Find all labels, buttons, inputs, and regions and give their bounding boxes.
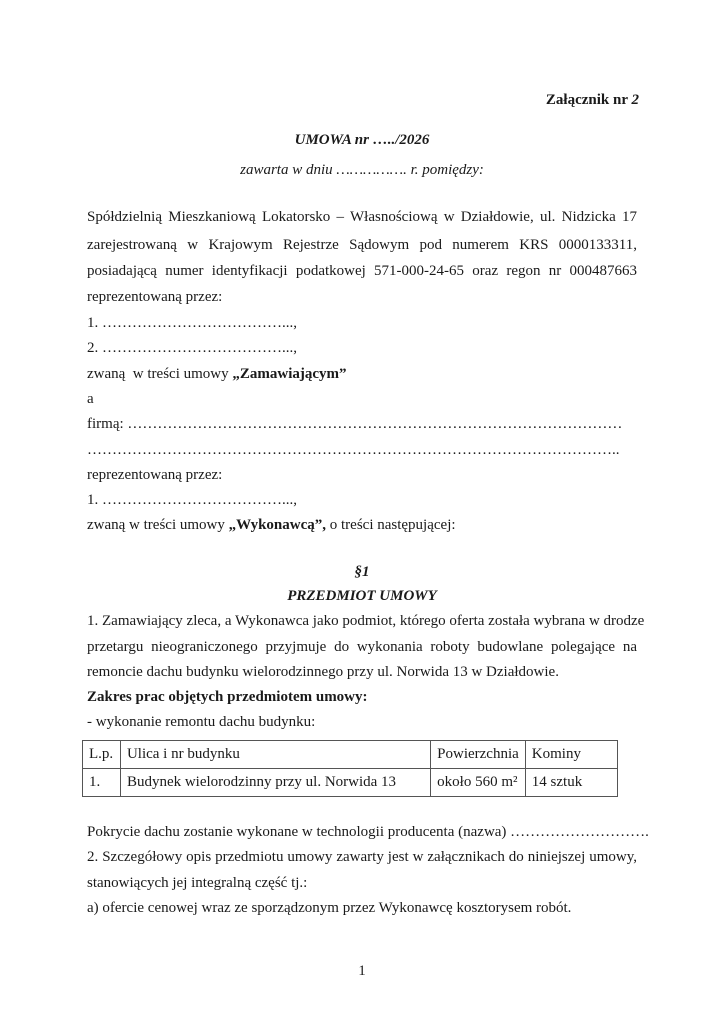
section-para-2-line-2: stanowiących jej integralną część tj.: [87, 875, 308, 891]
roofing-line: Pokrycie dachu zostanie wykonane w technologii producenta (nazwa) ………………………. [87, 824, 649, 840]
annex-number: 2 [631, 92, 639, 108]
conjunction: a [87, 391, 94, 407]
contract-title: UMOWA nr …../2026 [294, 132, 430, 148]
section-number: §1 [354, 564, 370, 580]
employer-called-prefix: zwaną w treści umowy [87, 366, 233, 382]
employer-rep-2: 2. ………………………………..., [87, 340, 297, 356]
section-para-1-line-2: przetargu nieograniczonego przyjmuje do wykonania roboty budowlane polegające na [87, 639, 637, 655]
contractor-called-suffix: o treści następującej: [326, 517, 456, 533]
table-header-cell: L.p. [83, 741, 121, 769]
contract-subtitle: zawarta w dniu ……………. r. pomiędzy: [240, 162, 484, 178]
employer-represented-by: reprezentowaną przez: [87, 289, 223, 305]
table-header-cell: Powierzchnia [431, 741, 526, 769]
contractor-rep-1: 1. ………………………………..., [87, 492, 297, 508]
annex-label-text: Załącznik nr [545, 92, 632, 108]
page-number: 1 [358, 963, 366, 979]
section-para-2-line-1: 2. Szczegółowy opis przedmiotu umowy zawarty jest w załącznikach do niniejszej umowy, [87, 849, 637, 865]
table-cell: Budynek wielorodzinny przy ul. Norwida 13 [120, 769, 430, 797]
annex-label [546, 92, 639, 109]
contractor-called-name: „Wykonawcą”, [228, 517, 326, 533]
scope-heading: Zakres prac objętych przedmiotem umowy: [87, 689, 368, 705]
section-title: PRZEDMIOT UMOWY [287, 588, 437, 604]
employer-line-2: zarejestrowaną w Krajowym Rejestrze Sądowym pod numerem KRS 0000133311, [87, 237, 637, 253]
scope-table [82, 740, 618, 797]
table-row [83, 769, 618, 797]
table-header-cell: Kominy [525, 741, 617, 769]
table-cell: około 560 m² [431, 769, 526, 797]
scope-item: - wykonanie remontu dachu budynku: [87, 714, 316, 730]
table-cell: 14 sztuk [525, 769, 617, 797]
item-a: a) ofercie cenowej wraz ze sporządzonym przez Wykonawcę kosztorysem robót. [87, 900, 572, 916]
section-para-1-line-1: 1. Zamawiający zleca, a Wykonawca jako podmiot, którego oferta została wybrana w drodze [87, 613, 645, 629]
contractor-represented-by: reprezentowaną przez: [87, 467, 223, 483]
contractor-firm-line: firmą: ……………………………………………………………………………………… [87, 416, 623, 432]
employer-called-name: „Zamawiającym” [232, 366, 347, 382]
table-cell: 1. [83, 769, 121, 797]
employer-called [87, 365, 637, 383]
contractor-firm-line-2: …………………………………………………………………………………………….. [87, 442, 620, 458]
employer-line-3: posiadającą numer identyfikacji podatkowej 571-000-24-65 oraz regon nr 000487663 [87, 263, 637, 279]
table-header-row [83, 741, 618, 769]
employer-rep-1: 1. ………………………………..., [87, 315, 297, 331]
contractor-called-prefix: zwaną w treści umowy [87, 517, 229, 533]
employer-line-1: Spółdzielnią Mieszkaniową Lokatorsko – Własnościową w Działdowie, ul. Nidzicka 17 [87, 209, 637, 225]
contractor-called [87, 516, 637, 534]
section-para-1-line-3: remoncie dachu budynku wielorodzinnego przy ul. Norwida 13 w Działdowie. [87, 664, 559, 680]
table-header-cell: Ulica i nr budynku [120, 741, 430, 769]
